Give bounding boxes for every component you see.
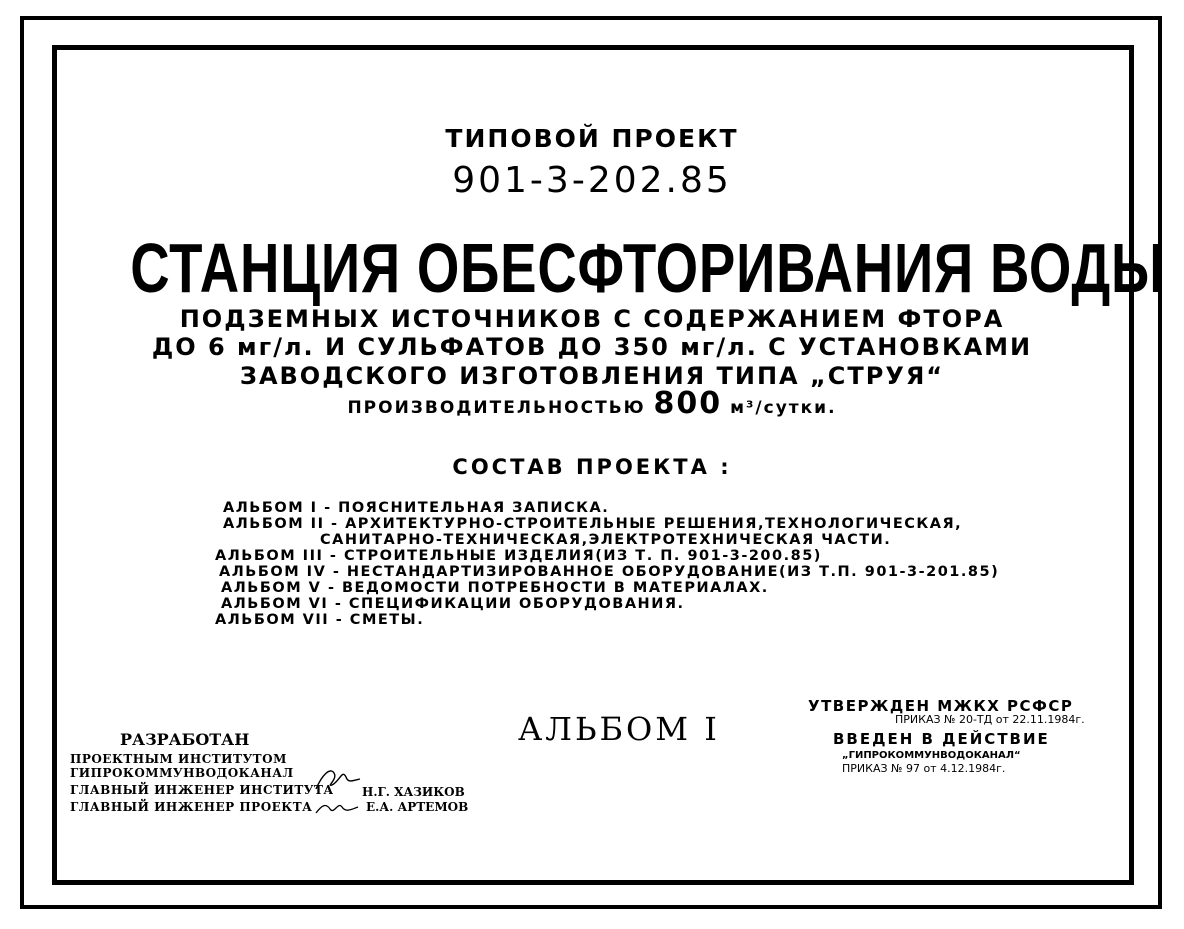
capacity-value: 800 [653, 386, 723, 421]
approval-order-2: ПРИКАЗ № 97 от 4.12.1984г. [842, 762, 1006, 775]
subtitle-line-3: ЗАВОДСКОГО ИЗГОТОВЛЕНИЯ ТИПА „СТРУЯ“ [239, 362, 945, 390]
album-item: АЛЬБОМ I - ПОЯСНИТЕЛЬНАЯ ЗАПИСКА. [223, 500, 610, 516]
engineer-name-2: Е.А. АРТЕМОВ [366, 800, 469, 814]
chief-engineer-project: ГЛАВНЫЙ ИНЖЕНЕР ПРОЕКТА [70, 800, 313, 814]
capacity-prefix: ПРОИЗВОДИТЕЛЬНОСТЬЮ [347, 398, 646, 418]
album-item: АЛЬБОМ II - АРХИТЕКТУРНО-СТРОИТЕЛЬНЫЕ РЕШЕНИЯ,ТЕХНОЛОГИЧЕСКАЯ, [223, 516, 963, 532]
album-item: АЛЬБОМ VI - СПЕЦИФИКАЦИИ ОБОРУДОВАНИЯ. [221, 596, 685, 612]
album-item: АЛЬБОМ IV - НЕСТАНДАРТИЗИРОВАННОЕ ОБОРУДОВАНИЕ(ИЗ Т.П. 901-3-201.85) [219, 564, 1000, 580]
approval-order-1: ПРИКАЗ № 20-ТД от 22.11.1984г. [895, 713, 1085, 726]
approval-line-1: УТВЕРЖДЕН МЖКХ РСФСР [808, 697, 1074, 715]
subtitle-line-1: ПОДЗЕМНЫХ ИСТОЧНИКОВ С СОДЕРЖАНИЕМ ФТОРА [179, 305, 1005, 333]
album-item-continuation: САНИТАРНО-ТЕХНИЧЕСКАЯ,ЭЛЕКТРОТЕХНИЧЕСКАЯ ЧАСТИ. [320, 532, 892, 548]
developer-line-1: ПРОЕКТНЫМ ИНСТИТУТОМ [70, 752, 287, 766]
main-title: СТАНЦИЯ ОБЕСФТОРИВАНИЯ ВОДЫ [130, 229, 1166, 307]
composition-title: СОСТАВ ПРОЕКТА : [452, 455, 732, 479]
album-item: АЛЬБОМ VII - СМЕТЫ. [215, 612, 425, 628]
chief-engineer-institute: ГЛАВНЫЙ ИНЖЕНЕР ИНСТИТУТА [70, 783, 334, 797]
type-label: ТИПОВОЙ ПРОЕКТ [445, 124, 739, 153]
capacity-unit: м³/сутки. [730, 398, 837, 418]
developer-line-2: ГИПРОКОММУНВОДОКАНАЛ [70, 766, 294, 780]
capacity-line [0, 386, 1184, 421]
engineer-name-1: Н.Г. ХАЗИКОВ [362, 785, 465, 799]
album-item: АЛЬБОМ III - СТРОИТЕЛЬНЫЕ ИЗДЕЛИЯ(ИЗ Т. П. 901-3-200.85) [215, 548, 822, 564]
approval-line-3: ВВЕДЕН В ДЕЙСТВИЕ [833, 730, 1050, 748]
album-item: АЛЬБОМ V - ВЕДОМОСТИ ПОТРЕБНОСТИ В МАТЕРИАЛАХ. [221, 580, 769, 596]
album-label: АЛЬБОМ I [518, 710, 720, 748]
album-list [215, 500, 1015, 628]
project-number: 901-3-202.85 [452, 160, 732, 201]
developer-title: РАЗРАБОТАН [120, 730, 250, 749]
subtitle-line-2: ДО 6 мг/л. И СУЛЬФАТОВ ДО 350 мг/л. С УСТАНОВКАМИ [151, 333, 1033, 361]
approval-org: „ГИПРОКОММУНВОДОКАНАЛ“ [842, 750, 1021, 761]
signature-icon [312, 795, 362, 819]
signature-icon [312, 763, 364, 795]
